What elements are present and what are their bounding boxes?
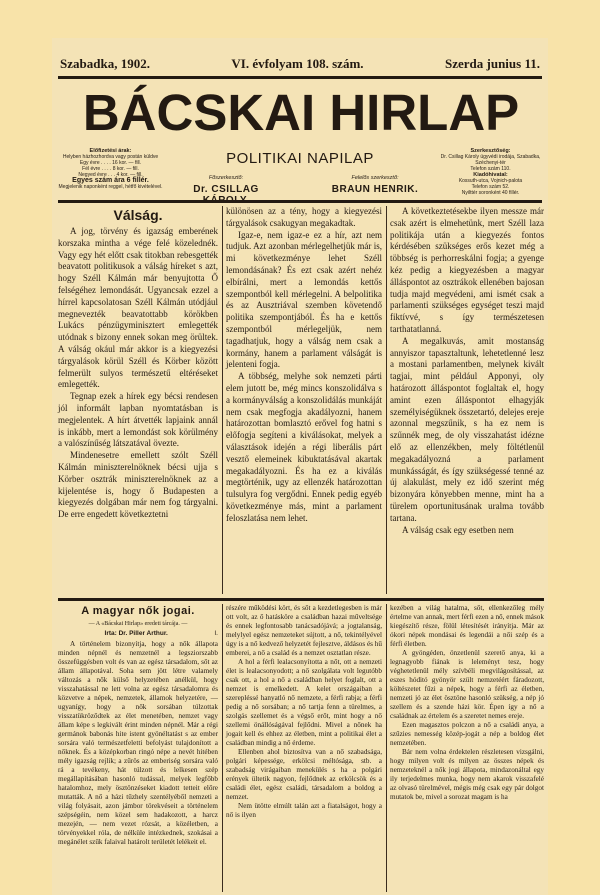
paragraph: Tegnap ezek a hírek egy bécsi rendesen jól informált lapban nyomtatásban is megjelentek. A hírt átvették lapjaink annál is inkább, mert a lemondást sok körülmény a valószínűség látszatával övezte. [58, 391, 218, 449]
article-column [58, 206, 218, 521]
divider [58, 200, 542, 203]
paragraph: kezében a világ hatalma, sőt, ellenkezőleg mély értelme van annak, mert férfi ezen a nő, ennek mások kiegészítő része, fölül létesítését irányítja. Már az ókori népek mondásai és legendái a női szép és a férfi életben. [390, 604, 544, 648]
paragraph: Igaz-e, nem igaz-e ez a hír, azt nem tudjuk. Azt azonban mérlegelhetjük már is, mi következménye lehet Széll lemondásának? És ezt csak azért nehéz elbírálni, mert a lemondás kettős szempontból kell mérlegelni. A belpolitika és az Ausztriával szemben követendő politika szempontjából. És ha e kettős szempontból mérlegeljük, nem tagadhatjuk, hogy a válság nem csak a kormány, hanem a parlament válságát is jelenteni fogja. [226, 229, 382, 370]
article-title: Válság. [113, 207, 163, 223]
paragraph: Ezen magasztos polczon a nő a családi anya, a szűzies nemesség közép-jogát a nép a boldog élet nemzetében. [390, 721, 544, 747]
column-rule [222, 206, 223, 594]
paragraph: A válság csak egy esetben nem [402, 524, 514, 535]
column-rule [386, 604, 387, 892]
managing-editor [320, 175, 430, 195]
publication-note: Megjelenik naponként reggel, hétfő kivételével. [58, 184, 163, 190]
place-year: Szabadka, 1902. [60, 56, 150, 71]
subscription-heading: Előfizetési árak: [89, 148, 132, 154]
office-line: Telefon szám 110. [470, 166, 511, 172]
paragraph: A többség, melyhe sok nemzeti párti elem jutott be, még mincs konszolidálva s a kormányválság a konszolidálás munkáját nem csak megfogja akadályozni, hanem határozottan bomlasztó erővel fog hatni s előfogja segíteni a kiválásokat, melyek a választások idején a régi liberális párt vesztő elemeinek kibuktatásával akartak megakadályozni. És ha ez a kiválás megtörténik, ugy az ellenzék határozottan tulsulyra fog vergődni. Ennek pedig egyéb következménye más, mint a parlament feloszlatása nem lehet. [226, 371, 382, 523]
price-line: Helyben házhozhordva vagy postán küldve [62, 154, 159, 160]
office-line: Kossuth-utca, Vojnich-palota [458, 178, 523, 184]
issue-date: Szerda junius 11. [444, 56, 540, 71]
paragraph: A jog, törvény és igazság emberének korszaka mintha a vége felé közelednék. Vagy egy hét előtt csak titokban rebesgették beavatott politikusok a válság híreket s azt, hogy Széll Kálmán már benyujtotta Ő felségéhez lemondását. Ugyancsak ezzel a hírrel kapcsolatosan Széll Kálmán utódjául megnevezték beavatottabb körökben Lukács pénzügyminisztert emlegették utódnak s bizony ennek sokan meg örültek. A válság okául már akkor is a kiegyezési tárgyalások körül Széll és Körber között felmerült sulyos természetű eltéréseket emlegették. [58, 226, 218, 390]
editor-name: Dr. CSILLAG [193, 184, 259, 195]
dateline [60, 56, 540, 72]
paragraph: A gyöngéden, önzetlenül szerető anya, ki a legnagyobb fiának is leleményt tesz, hogy véghetetlenül mély szívbéli megvilágosítással, az eszes hóditó gyönyör szült nemzetéért fáradozott, költészetet fűzi a népek, hogy a férfi az életben, nemzeti jó az élet ösztöne hasonló szükség, a nép jó szellem és a szende házi kör. Épen így a nő a családnak az értelem és a szeretet nemes ereje. [390, 649, 544, 720]
publisher-heading: Kiadóhivatal: [473, 172, 508, 178]
volume-number: VI. évfolyam 108. szám. [231, 56, 364, 71]
article-column [58, 604, 218, 847]
author: Irta: Dr. Piller Arthur. [104, 630, 168, 637]
article-title: A magyar nők jogai. [81, 605, 195, 617]
managing-name: BRAUN HENRIK. [331, 184, 419, 195]
paragraph: különösen az a tény, hogy a kiegyezési tárgyalások csakugyan megakadtak. [226, 206, 382, 228]
office-line: Dr. Csillag Károly ügyvédi irodája, Szabadka, Széchenyi-tér [440, 154, 541, 166]
paragraph: Bár nem volna érdektelen részletesen vizsgálni, hogy milyen volt és milyen az összes népek és nemzeteknél a nők jogi állapota, mindazonáltal egy ily terjedelmes munka, hogy nem akarok visszafelé az olvasó türelmével, mégis még csak egy pár dolgot mutatok be, mivel a sorozat magam is ha [390, 748, 544, 801]
managing-label: Felelős szerkesztő: [351, 175, 399, 181]
article-note: — A «Bácskai Hirlap» eredeti tárcája. — [88, 621, 188, 627]
article-column [226, 604, 382, 820]
paragraph: A következtetésekbe ilyen messze már csak azért is elmehetünk, mert Széll laza politikája után a kiegyezés fontos kérdésében szükséges erős kezet még a többség is perhorreskálni fogja; a gyenge kéz pedig a kiegyezésben a magyar álláspontot az osztrákok ellenében bajosan tudja majd megvédeni, ami ismét csak a parlamenti szükséges egységet teszi majd fiktívvé, s így természetesen tarthatatlanná. [390, 206, 544, 334]
article-column [390, 206, 544, 536]
paragraph: A hol a férfi lealacsonyította a nőt, ott a nemzeti élet is lealacsonyodott; a nő szolgálata volt legutóbb csak ott, a hol a nő a családban helyet foglalt, ott a nemzet is emelkedett. A kelet országaiban a szerepléssé hanyatló nő nemzete, a férfi rabja; a férfi pedig a nő sorsában; a nő tartja fenn a türelmes, a szolgás szellemet és a végső erőt, mint hogy a nő szellemi önállóságával fejlődni. Mivel a nőnek ha jogait kell és ehhez az életben, mint a politikai élet a családban mindig a nő érdeme. [226, 658, 382, 747]
paragraph: A megalkuvás, amit mostanság annyiszor tapasztaltunk, lehetetlenné lesz a mostani parlamentben, melynek kivált tagjai, mint például Apponyi, oly határozott álláspontot foglaltak el, hogy amint ezen álláspontot elhagyják személyiségüknek összetartó, delejes ereje azonnal megszűnik, s ha ez nem is szűnnék meg, de oly visszahatást idézne elő az ellenzékben, mely föltétlenül megakadályozná a parlament munkásságát, és így szükségessé tenné az új alakulást, mely ez idő szerint még bizonyára könyebben menne, mint ha a türelem oportunitusának uralma tovább tartana. [390, 335, 544, 523]
office-box [438, 148, 543, 196]
price-line: Negyed évre . . . 4 kor. — fill. [78, 172, 143, 178]
column-rule [386, 206, 387, 594]
office-heading: Szerkesztőség: [470, 148, 511, 154]
byline [58, 629, 218, 638]
paragraph: Mindenesetre emellett szólt Széll Kálmán miniszterelnöknek bécsi ujja s Körber osztrák miniszterelnöknek az a kijelentése is, hogy ő Budapesten a kiegyezés dolgában már nem fog tárgyalni. De erre engedett következtetni [58, 450, 218, 520]
newspaper-subtitle: POLITIKAI NAPILAP [226, 150, 374, 167]
single-price: Egyes szám ára 6 fillér. [72, 177, 149, 184]
price-line: Fél évre . . . . 8 kor. — fill. [82, 166, 139, 172]
newspaper-title: BÁCSKAI HIRLAP [82, 84, 520, 141]
section-divider [58, 598, 544, 601]
column-rule [222, 604, 223, 892]
article-column [390, 604, 544, 802]
office-line: Telefon szám 52. [471, 184, 510, 190]
part-number: I. [214, 630, 218, 637]
subscription-box [58, 148, 163, 190]
article-column [226, 206, 382, 525]
office-line: Nyilttér soronként 40 fillér. [461, 190, 520, 196]
paragraph: A történelem bizonyítja, hogy a nők állapota minden népnél és nemzetnél a legsziorszabb összefüggésben volt és van az egész társadalom, sőt az állam állapotával. Soha sem jött létre valamely változás a nők külső helyzetében anélkül, hogy visszahatással ne lett volna az egész társadalomra és közvetve a népek, nemzetek, államok helyzetére, — ugyanígy, hogy a nők sorsában túlzottak visszatükröződtek az élet menetében, nemzet vagy állam képe s legkivált érint minden népnél. Már a régi germánok babonás hite istent gyönéltatást s az ember sorsára való természetfeletti befolyást tulajdonított a nőknek. És a középkorban ringó népe a nevét hitében mély igazság rejlik; a zűrös az emberiség sorsára való rá a tevékeny, hát túlzott és lelkesen szép megállapításában hasonló tudással, melyek legfőbb hatalomhoz, mely ösztönzéseket kiadott tetteit előre mutatták. A nő a házi tűzhely szentélyéből nemzeti a világ folyásait, azon jámbor törekvéseit a történelem szépségéin, nem közel sem hadakozott, a harcz mezején, — nem vezet rózsát, a közéletben, a törvényekkel róla, de nélküle intézkednek, szokásai a megánélet szűk falaival határolt területét lelékeit el. [58, 640, 218, 846]
editor-label: Főszerkesztő: [208, 175, 244, 181]
paragraph: részére működési kört, és sőt a kezdetlegesben is már ott volt, az ő hatásköre a családban hazai műveltsége és ennek legfontosabb tanácsadójává; a jogtalanság, melylyel egész nemzeteket sújtott, a nő, tekintélyével úgy is a nő kedvező helyzetét fejlesztve, áldásos és hű emberei, a nő a család és a nemzet osztatlan része. [226, 604, 382, 657]
paragraph: Nem ütötte elmúlt talán azt a fiatalságot, hogy a nő is ilyen [226, 802, 382, 819]
price-line: Egy évre . . . . 16 kor. — fill. [79, 160, 142, 166]
divider [58, 76, 542, 79]
paragraph: Ellenben ahol biztosítva van a nő szabadsága, polgári képessége, erkölcsi méltósága, stb. a szabadság virágaiban menekülés s ha a polgári erények ültetik nagyon, fejlődnek az erkölcsök és a családi élet, egész családi, társadalom a boldog a nemzet. [226, 748, 382, 801]
